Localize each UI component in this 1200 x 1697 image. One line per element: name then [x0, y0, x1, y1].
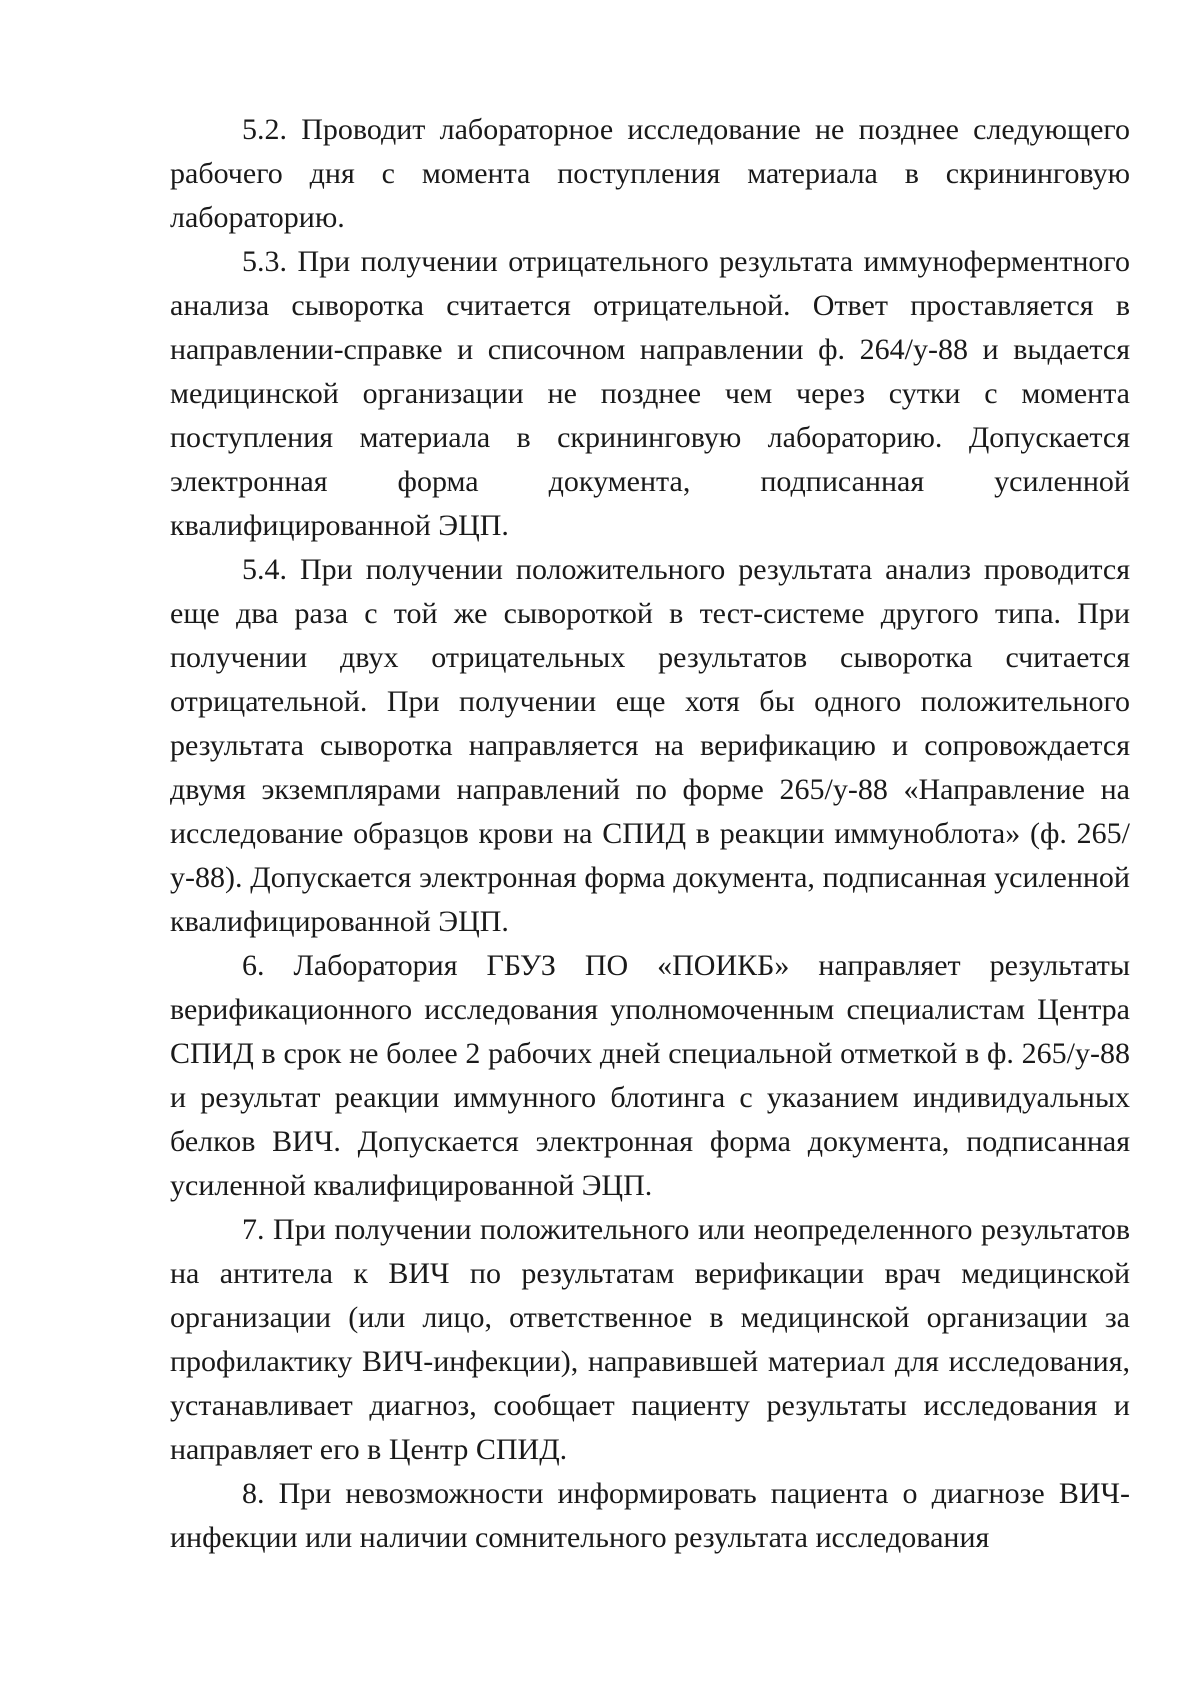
paragraph-8: 8. При невозможности информировать пациента о диагнозе ВИЧ-инфекции или наличии сомнительного результата исследования [170, 1477, 1130, 1554]
paragraph-6: 6. Лаборатория ГБУЗ ПО «ПОИКБ» направляет результаты верификационного исследования уполномоченным специалистам Центра СПИД в срок не более 2 рабочих дней специальной отметкой в ф. 265/у-88 и результат реакции иммунного блотинга с указанием индивидуальных белков ВИЧ. Допускается электронная форма документа, подписанная усиленной квалифицированной ЭЦП. [170, 949, 1130, 1202]
paragraph-5-4: 5.4. При получении положительного результата анализ проводится еще два раза с той же сывороткой в тест-системе другого типа. При получении двух отрицательных результатов сыворотка считается отрицательной. При получении еще хотя бы одного положительного результата сыворотка направляется на верификацию и сопровождается двумя экземплярами направлений по форме 265/у-88 «Направление на исследование образцов крови на СПИД в реакции иммуноблота» (ф. 265/у-88). Допускается электронная форма документа, подписанная усиленной квалифицированной ЭЦП. [170, 553, 1130, 938]
document-body [170, 108, 1130, 1560]
paragraph-5-3: 5.3. При получении отрицательного результата иммуноферментного анализа сыворотка считается отрицательной. Ответ проставляется в направлении-справке и списочном направлении ф. 264/у-88 и выдается медицинской организации не позднее чем через сутки с момента поступления материала в скрининговую лабораторию. Допускается электронная форма документа, подписанная усиленной квалифицированной ЭЦП. [170, 245, 1130, 542]
paragraph-5-2: 5.2. Проводит лабораторное исследование не позднее следующего рабочего дня с момента поступления материала в скрининговую лабораторию. [170, 113, 1130, 234]
paragraph-7: 7. При получении положительного или неопределенного результатов на антитела к ВИЧ по результатам верификации врач медицинской организации (или лицо, ответственное в медицинской организации за профилактику ВИЧ-инфекции), направившей материал для исследования, устанавливает диагноз, сообщает пациенту результаты исследования и направляет его в Центр СПИД. [170, 1213, 1130, 1466]
